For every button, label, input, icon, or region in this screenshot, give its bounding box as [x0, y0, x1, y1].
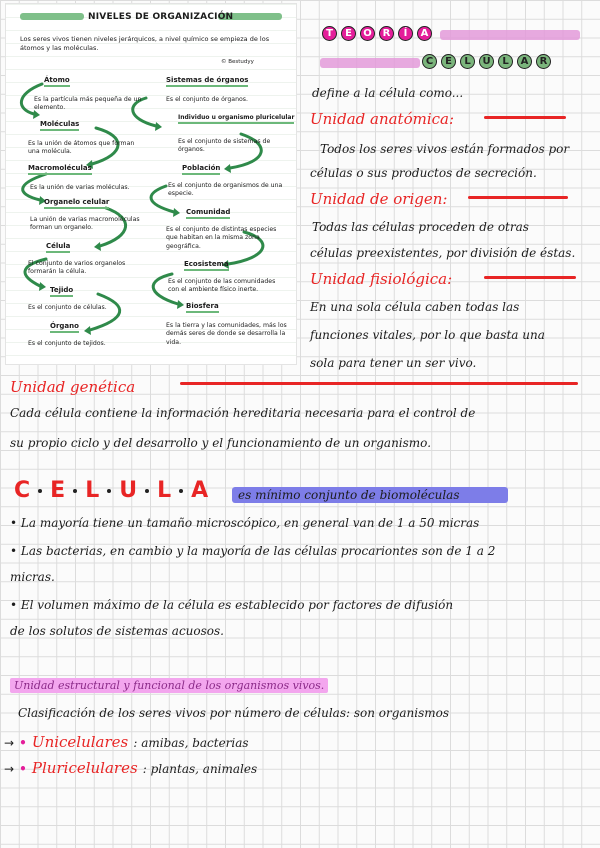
- arrow-icon: →: [4, 736, 15, 750]
- desc-tejido: Es el conjunto de células.: [28, 304, 107, 311]
- level-individuo: Individuo u organismo pluricelular: [178, 114, 294, 124]
- desc-celula: El conjunto de varios organelos formarán la célula.: [28, 260, 126, 276]
- celula-bullet-3: • El volumen máximo de la célula es establecido por factores de difusión: [10, 598, 454, 612]
- celula-letter: C: [14, 478, 31, 503]
- clasificacion-intro: Clasificación de los seres vivos por número de células: son organismos: [18, 706, 450, 720]
- unidad-genetica-line-2: su propio ciclo y del desarrollo y el funcionamiento de un organismo.: [10, 436, 432, 450]
- level-ecosistema: Ecosistema: [184, 260, 229, 271]
- unidad-anatomica-line-2: células o sus productos de secreción.: [310, 166, 537, 180]
- celular-letter: L: [498, 54, 513, 69]
- unidad-origen-line-1: Todas las células proceden de otras: [312, 220, 529, 234]
- celula-letter: L: [85, 478, 100, 503]
- desc-organelo: La unión de varias macromoléculas forman un organelo.: [30, 216, 140, 232]
- desc-organo: Es el conjunto de tejidos.: [28, 340, 106, 347]
- unidad-anatomica-underline: [484, 116, 566, 119]
- teoria-letter: O: [360, 26, 375, 41]
- teoria-intro: define a la célula como...: [312, 86, 464, 100]
- celula-letter: E: [50, 478, 66, 503]
- unidad-fisiologica-line-1: En una sola célula caben todas las: [310, 300, 520, 314]
- celula-word: [14, 478, 208, 503]
- celula-bullet-1: • La mayoría tiene un tamaño microscópico, en general van de 1 a 50 micras: [10, 516, 480, 530]
- teoria-letter: A: [417, 26, 432, 41]
- level-comunidad: Comunidad: [186, 208, 230, 219]
- celular-letter: A: [517, 54, 532, 69]
- item-unicelulares: [4, 732, 249, 751]
- desc-macromoleculas: Es la unión de varias moléculas.: [30, 184, 130, 191]
- term-unicelulares: Unicelulares: [31, 733, 129, 751]
- unidad-anatomica-line-1: Todos los seres vivos están formados por: [320, 142, 570, 156]
- teoria-word: [322, 26, 432, 41]
- item-pluricelulares: [4, 758, 257, 777]
- unidad-fisiologica-line-2: funciones vitales, por lo que basta una: [310, 328, 545, 342]
- teoria-letter: Í: [398, 26, 413, 41]
- celula-bullet-3-cont: de los solutos de sistemas acuosos.: [10, 624, 224, 638]
- arrowhead-right-1: [155, 122, 162, 131]
- level-organo: Órgano: [50, 322, 79, 333]
- level-sistemas: Sistemas de órganos: [166, 76, 248, 87]
- unidad-anatomica-heading: Unidad anatómica:: [310, 110, 455, 128]
- desc-poblacion: Es el conjunto de organismos de una especie.: [168, 182, 283, 198]
- letter-separator: [145, 489, 149, 493]
- celular-letter: L: [460, 54, 475, 69]
- unidad-genetica-underline: [180, 382, 578, 385]
- arrowhead-left-5: [39, 282, 46, 291]
- letter-separator: [107, 489, 111, 493]
- sheet-signature: © Bestudyy: [221, 59, 254, 65]
- celular-letter: U: [479, 54, 494, 69]
- level-poblacion: Población: [182, 164, 220, 175]
- arrow-icon: →: [4, 762, 15, 776]
- level-celula: Célula: [46, 242, 70, 253]
- level-atomo: Átomo: [44, 76, 70, 87]
- levels-of-organization-sheet: [6, 4, 296, 364]
- teoria-letter: T: [322, 26, 337, 41]
- desc-comunidad: Es el conjunto de distintas especies que habitan en la misma zona geográfica.: [166, 226, 277, 250]
- sheet-title: NIVELES DE ORGANIZACIÓN: [88, 12, 234, 22]
- celula-bullet-2-cont: micras.: [10, 570, 55, 584]
- letter-separator: [38, 489, 42, 493]
- celula-bullet-2: • Las bacterias, en cambio y la mayoría de las células procariontes son de 1 a 2: [10, 544, 496, 558]
- desc-individuo: Es el conjunto de sistemas de órganos.: [178, 138, 271, 154]
- unidad-genetica-line-1: Cada célula contiene la información hereditaria necesaria para el control de: [10, 406, 476, 420]
- unidad-origen-underline: [468, 196, 568, 199]
- unidad-fisiologica-underline: [484, 276, 576, 279]
- unidad-fisiologica-line-3: sola para tener un ser vivo.: [310, 356, 477, 370]
- celular-word: [422, 54, 551, 69]
- sheet-intro: Los seres vivos tienen niveles jerárquicos, a nivel químico se empieza de los átomos y las moléculas.: [20, 35, 270, 52]
- arrowhead-right-2: [224, 164, 231, 173]
- letter-separator: [73, 489, 77, 493]
- celula-letter: L: [157, 478, 172, 503]
- level-macromoleculas: Macromoléculas: [28, 164, 92, 175]
- teoria-letter: E: [341, 26, 356, 41]
- unidad-estructural-heading: Unidad estructural y funcional de los organismos vivos.: [10, 678, 328, 693]
- arrowhead-right-3: [173, 208, 180, 217]
- desc-biosfera: Es la tierra y las comunidades, más los demás seres de donde se desarrolla la vida.: [166, 322, 287, 346]
- examples-unicelulares: : amibas, bacterias: [133, 736, 249, 750]
- celular-letter: C: [422, 54, 437, 69]
- celular-highlight: [320, 58, 420, 68]
- unidad-origen-line-2: células preexistentes, por división de éstas.: [310, 246, 576, 260]
- celula-letter: U: [119, 478, 138, 503]
- unidad-origen-heading: Unidad de origen:: [310, 190, 448, 208]
- arrowhead-left-6: [84, 326, 91, 335]
- bullet-dot-icon: •: [19, 736, 27, 750]
- celular-letter: E: [441, 54, 456, 69]
- desc-ecosistema: Es el conjunto de las comunidades con el ambiente físico inerte.: [168, 278, 276, 294]
- desc-sistemas: Es el conjunto de órganos.: [166, 96, 248, 103]
- celula-letter: A: [191, 478, 209, 503]
- level-tejido: Tejido: [50, 286, 73, 297]
- teoria-highlight: [440, 30, 580, 40]
- arrowhead-right-5: [177, 300, 184, 309]
- teoria-letter: R: [379, 26, 394, 41]
- letter-separator: [179, 489, 183, 493]
- celular-letter: R: [536, 54, 551, 69]
- examples-pluricelulares: : plantas, animales: [142, 762, 258, 776]
- bullet-dot-icon: •: [19, 762, 27, 776]
- desc-atomo: Es la partícula más pequeña de un elemento.: [34, 96, 142, 112]
- unidad-genetica-heading: Unidad genética: [10, 378, 136, 396]
- desc-moleculas: Es la unión de átomos que forman una molécula.: [28, 140, 135, 156]
- arrowhead-left-4: [94, 242, 101, 251]
- celula-tagline: es mínimo conjunto de biomoléculas: [232, 487, 508, 503]
- level-organelo: Organelo celular: [44, 198, 109, 209]
- level-biosfera: Biosfera: [186, 302, 219, 313]
- term-pluricelulares: Pluricelulares: [31, 759, 138, 777]
- unidad-fisiologica-heading: Unidad fisiológica:: [310, 270, 453, 288]
- level-moleculas: Moléculas: [40, 120, 79, 131]
